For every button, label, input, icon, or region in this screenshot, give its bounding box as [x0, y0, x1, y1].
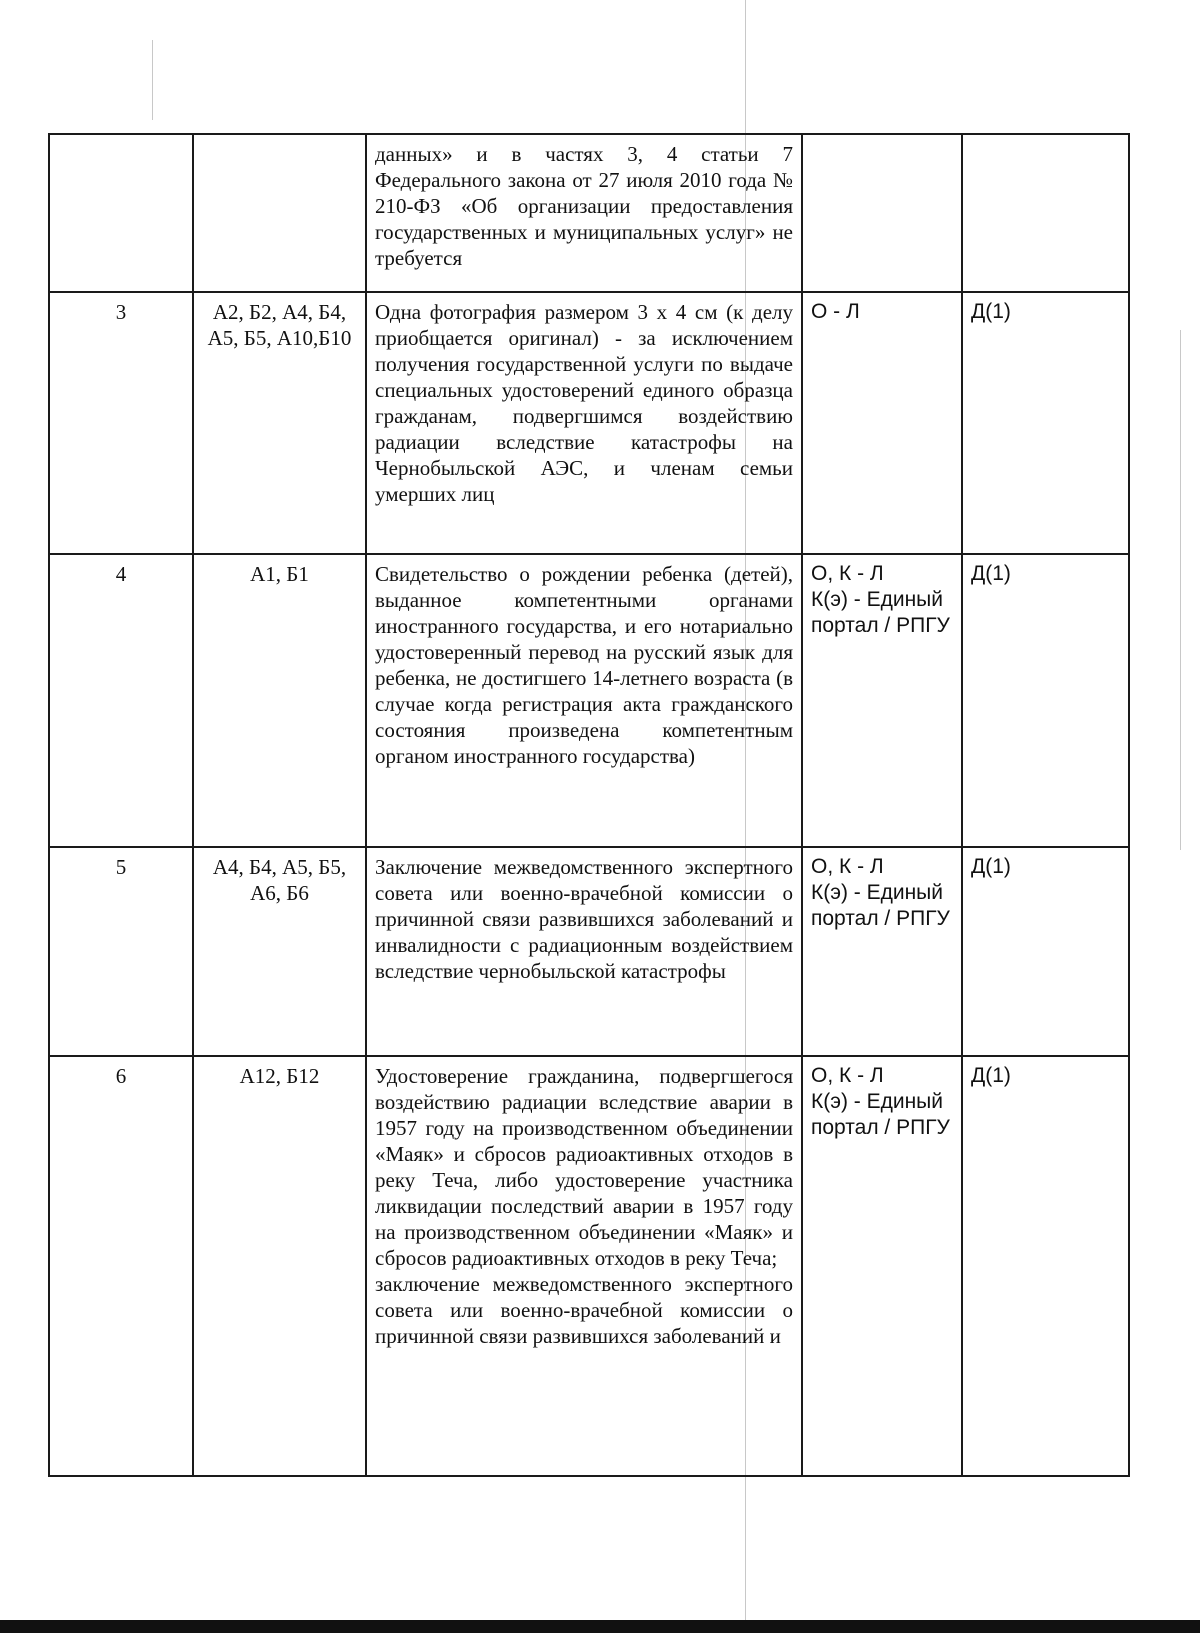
documents-table	[48, 133, 1130, 1477]
applicant-codes: А2, Б2, А4, Б4, А5, Б5, А10,Б10	[193, 292, 366, 554]
document-paragraph: Одна фотография размером 3 х 4 см (к делу приобщается оригинал) - за исключением получения государственной услуги по выдаче специальных удостоверений единого образца гражданам, подвергшимся воздействию радиации вследствие катастрофы на Чернобыльской АЭС, и членам семьи умерших лиц	[375, 300, 793, 506]
row-number: 4	[49, 554, 193, 847]
submission-form-line: О, К - Л	[811, 1064, 884, 1087]
document-description	[366, 134, 802, 292]
table-row	[49, 134, 1129, 292]
document-paragraph: Свидетельство о рождении ребенка (детей), выданное компетентными органами иностранного государства, и его нотариально удостоверенный перевод на русский язык для ребенка, не достигшего 14-летнего возраста (в случае когда регистрация акта гражданского состояния произведена компетентным органом иностранного государства)	[375, 562, 793, 768]
document-paragraph: данных» и в частях 3, 4 статьи 7 Федерального закона от 27 июля 2010 года № 210-ФЗ «Об организации предоставления государственных и муниципальных услуг» не требуется	[375, 142, 793, 270]
document-paragraph: Удостоверение гражданина, подвергшегося воздействию радиации вследствие аварии в 1957 году на производственном объединении «Маяк» и сбросов радиоактивных отходов в реку Теча, либо удостоверение участника ликвидации последствий аварии в 1957 году на производственном объединении «Маяк» и сбросов радиоактивных отходов в реку Теча;	[375, 1064, 793, 1270]
row-number: 3	[49, 292, 193, 554]
submission-form-line: портал / РПГУ	[811, 907, 950, 930]
submission-form	[802, 1056, 962, 1476]
table-row	[49, 847, 1129, 1056]
result-code: Д(1)	[962, 1056, 1129, 1476]
documents-table-body	[49, 134, 1129, 1476]
table-row	[49, 554, 1129, 847]
scan-edge-line-left	[152, 40, 153, 120]
applicant-codes: А1, Б1	[193, 554, 366, 847]
table-row	[49, 292, 1129, 554]
submission-form	[802, 847, 962, 1056]
document-paragraph: Заключение межведомственного экспертного совета или военно-врачебной комиссии о причинной связи развившихся заболеваний и инвалидности с радиационным воздействием вследствие чернобыльской катастрофы	[375, 855, 793, 983]
submission-form-line: портал / РПГУ	[811, 614, 950, 637]
applicant-codes	[193, 134, 366, 292]
row-number: 5	[49, 847, 193, 1056]
result-code: Д(1)	[962, 554, 1129, 847]
submission-form-line: К(э) - Единый	[811, 1090, 944, 1113]
submission-form	[802, 134, 962, 292]
submission-form	[802, 554, 962, 847]
submission-form-line: портал / РПГУ	[811, 1116, 950, 1139]
document-description	[366, 1056, 802, 1476]
submission-form-line: О, К - Л	[811, 562, 884, 585]
submission-form-line: К(э) - Единый	[811, 588, 944, 611]
scan-edge-line-right	[1180, 330, 1181, 850]
result-code: Д(1)	[962, 292, 1129, 554]
submission-form-line: О - Л	[811, 300, 860, 323]
submission-form-line: О, К - Л	[811, 855, 884, 878]
scan-bottom-edge	[0, 1620, 1200, 1633]
row-number: 6	[49, 1056, 193, 1476]
table-row	[49, 1056, 1129, 1476]
document-description	[366, 554, 802, 847]
submission-form-line: К(э) - Единый	[811, 881, 944, 904]
applicant-codes: А12, Б12	[193, 1056, 366, 1476]
submission-form	[802, 292, 962, 554]
document-paragraph: заключение межведомственного экспертного совета или военно-врачебной комиссии о причинной связи развившихся заболеваний и	[375, 1272, 793, 1348]
result-code: Д(1)	[962, 847, 1129, 1056]
result-code	[962, 134, 1129, 292]
document-description	[366, 292, 802, 554]
document-description	[366, 847, 802, 1056]
row-number	[49, 134, 193, 292]
applicant-codes: А4, Б4, А5, Б5, А6, Б6	[193, 847, 366, 1056]
